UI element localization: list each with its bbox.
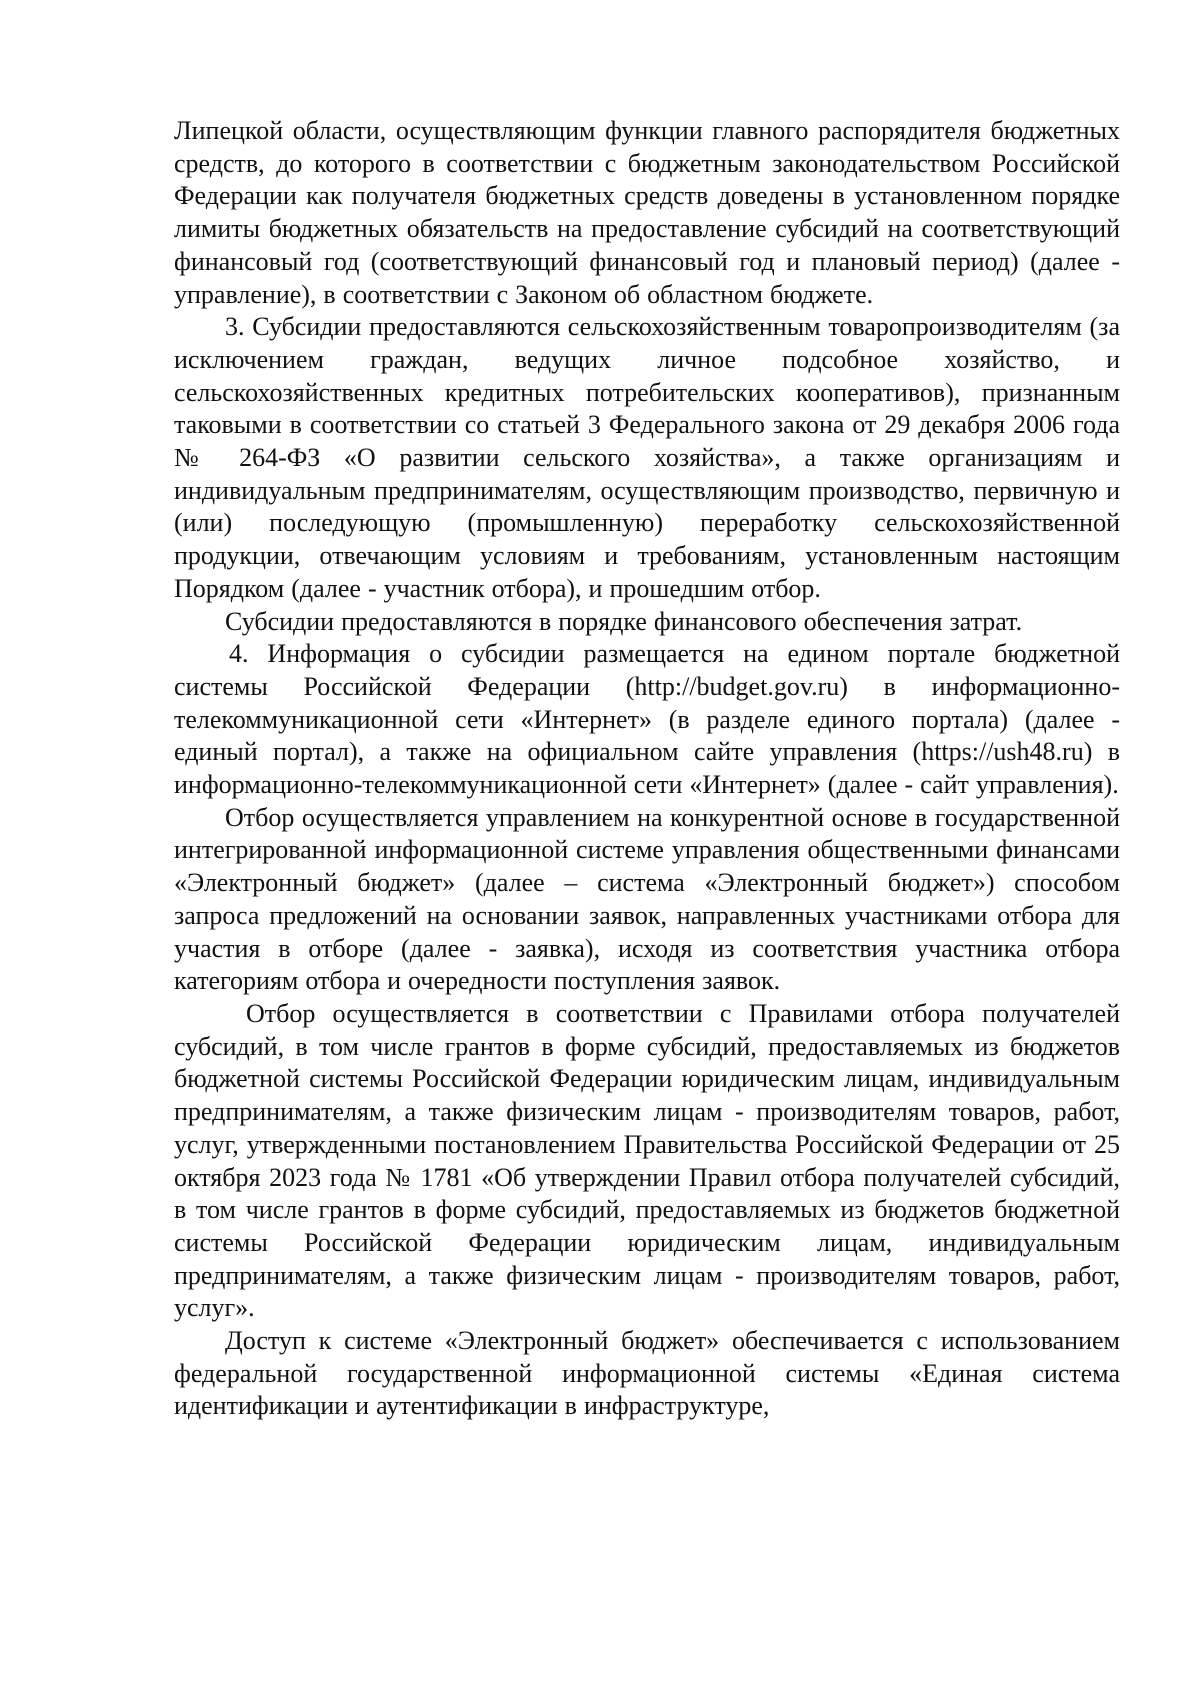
paragraph-item-3: 3. Субсидии предоставляются сельскохозяйственным товаропроизводителям (за исключением граждан, ведущих личное подсобное хозяйство, и сельскохозяйственных кредитных потребительских кооперативов), признанным таковыми в соответствии со статьей 3 Федерального закона от 29 декабря 2006 года № 264-ФЗ «О развитии сельского хозяйства», а также организациям и индивидуальным предпринимателям, осуществляющим производство, первичную и (или) последующую (промышленную) переработку сельскохозяйственной продукции, отвечающим условиям и требованиям, установленным настоящим Порядком (далее - участник отбора), и прошедшим отбор. bbox=[174, 312, 1120, 603]
paragraph-continuation: Липецкой области, осуществляющим функции главного распорядителя бюджетных средств, до которого в соответствии с бюджетным законодательством Российской Федерации как получателя бюджетных средств доведены в установленном порядке лимиты бюджетных обязательств на предоставление субсидий на соответствующий финансовый год (соответствующий финансовый год и плановый период) (далее - управление), в соответствии с Законом об областном бюджете. bbox=[174, 116, 1120, 309]
document-body bbox=[174, 115, 1120, 1423]
paragraph-system-access: Доступ к системе «Электронный бюджет» обеспечивается с использованием федеральной государственной информационной системы «Единая система идентификации и аутентификации в инфраструктуре, bbox=[174, 1326, 1120, 1421]
paragraph-subsidy-provision: Субсидии предоставляются в порядке финансового обеспечения затрат. bbox=[225, 606, 1023, 636]
paragraph-selection-rules: Отбор осуществляется в соответствии с Правилами отбора получателей субсидий, в том числе грантов в форме субсидий, предоставляемых из бюджетов бюджетной системы Российской Федерации юридическим лицам, индивидуальным предпринимателям, а также физическим лицам - производителям товаров, работ, услуг, утвержденными постановлением Правительства Российской Федерации от 25 октября 2023 года № 1781 «Об утверждении Правил отбора получателей субсидий, в том числе грантов в форме субсидий, предоставляемых из бюджетов бюджетной системы Российской Федерации юридическим лицам, индивидуальным предпринимателям, а также физическим лицам - производителям товаров, работ, услуг». bbox=[174, 998, 1120, 1323]
paragraph-item-4: 4. Информация о субсидии размещается на едином портале бюджетной системы Российской Федерации (http://budget.gov.ru) в информационно-телекоммуникационной сети «Интернет» (в разделе единого портала) (далее - единый портал), а также на официальном сайте управления (https://ush48.ru) в информационно-телекоммуникационной сети «Интернет» (далее - сайт управления). bbox=[174, 639, 1120, 800]
paragraph-selection-basis: Отбор осуществляется управлением на конкурентной основе в государственной интегрированной информационной системе управления общественными финансами «Электронный бюджет» (далее – система «Электронный бюджет») способом запроса предложений на основании заявок, направленных участниками отбора для участия в отборе (далее - заявка), исходя из соответствия участника отбора категориям отбора и очередности поступления заявок. bbox=[174, 802, 1120, 996]
